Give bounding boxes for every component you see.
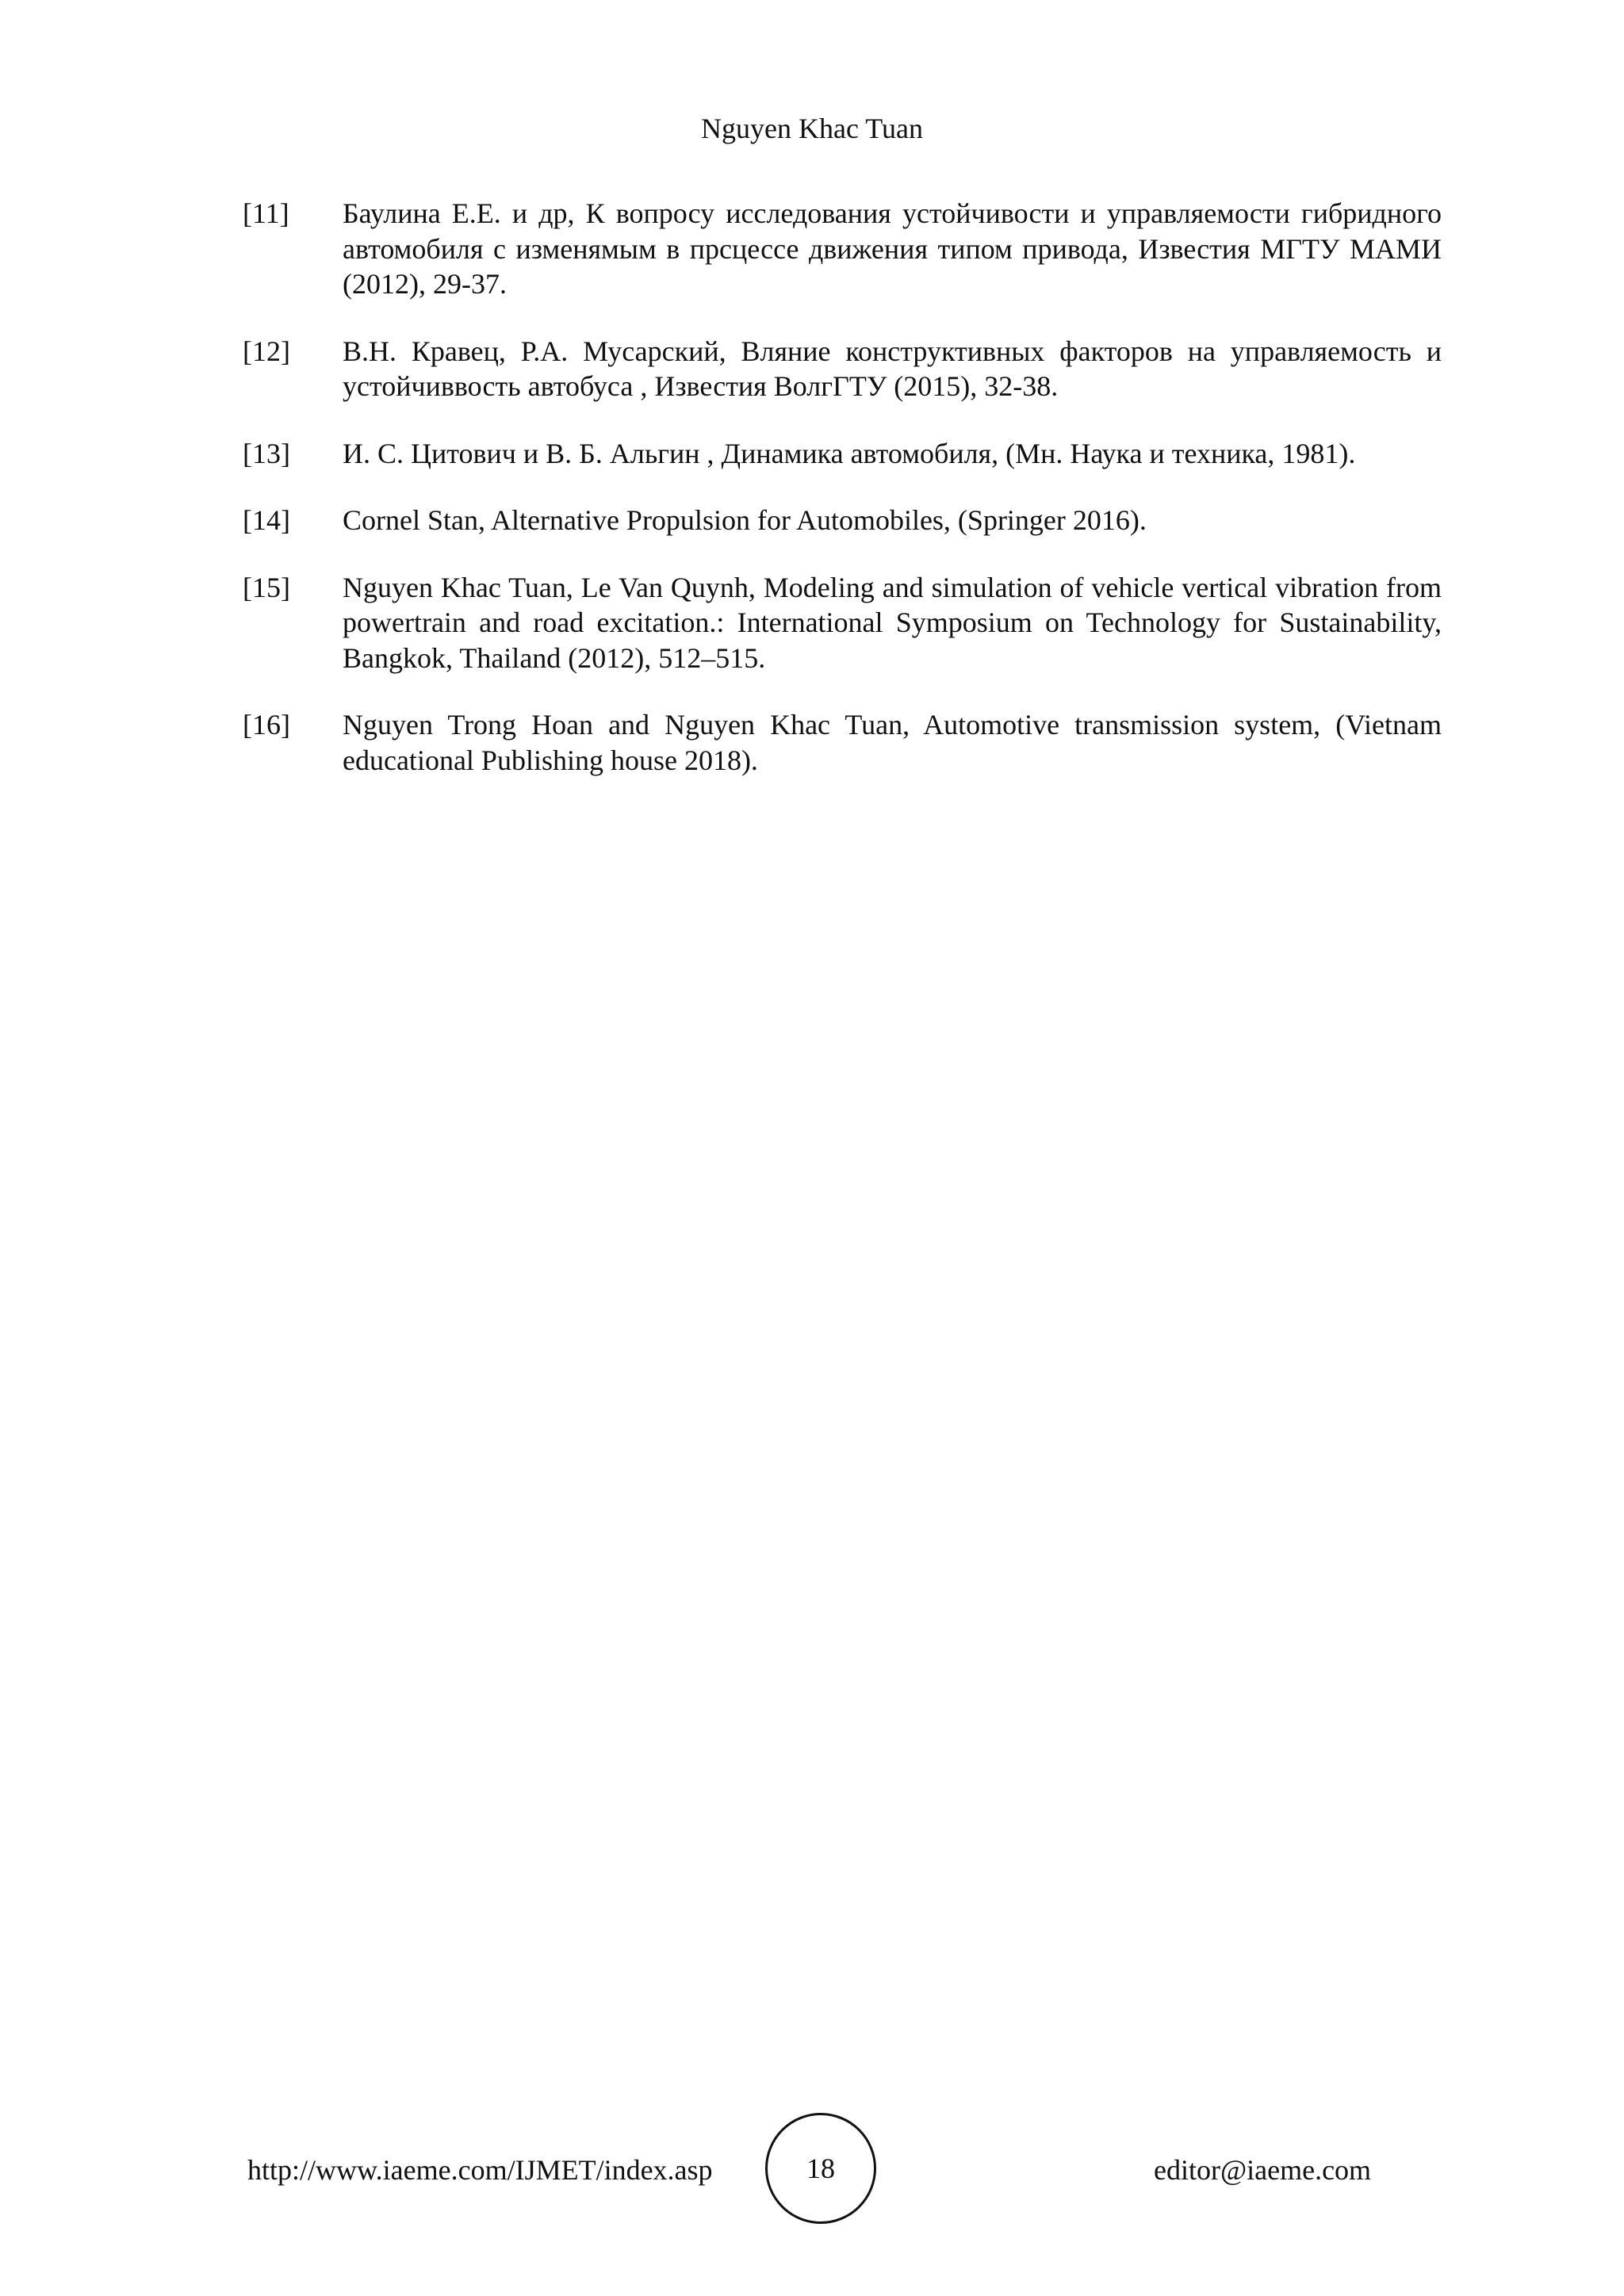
reference-number: [14] [243, 504, 290, 536]
page-footer [0, 2113, 1624, 2224]
journal-url-link[interactable]: http://www.iaeme.com/IJMET/index.asp [247, 2154, 713, 2186]
reference-item [243, 334, 1442, 404]
page-number-circle [765, 2113, 876, 2224]
reference-number: [15] [243, 571, 290, 603]
reference-number: [12] [243, 335, 290, 367]
reference-item [243, 436, 1442, 472]
editor-email-link[interactable]: editor@iaeme.com [1154, 2154, 1372, 2186]
page-number: 18 [806, 2152, 835, 2184]
reference-text: Nguyen Trong Hoan and Nguyen Khac Tuan, Automotive transmission system, (Vietnam educational Publishing house 2018). [343, 709, 1442, 776]
reference-item [243, 503, 1442, 538]
reference-text: Nguyen Khac Tuan, Le Van Quynh, Modeling and simulation of vehicle vertical vibration from powertrain and road excitation.: International Symposium on Technology for Sustainability, Bangkok, Thailand (2012), 512–515. [343, 571, 1442, 674]
reference-text: И. С. Цитович и В. Б. Альгин , Динамика автомобиля, (Мн. Наука и техника, 1981). [343, 437, 1356, 469]
reference-text: В.Н. Кравец, Р.А. Мусарский, Вляние конструктивных факторов на управляемость и устойчиввость автобуса , Известия ВолгГТУ (2015), 32-38. [343, 335, 1442, 402]
reference-text: Баулина Е.Е. и др, К вопросу исследования устойчивости и управляемости гибридного автомобиля с изменямым в прсцессе движения типом привода, Известия МГТУ МАМИ (2012), 29-37. [343, 197, 1442, 300]
reference-number: [16] [243, 709, 290, 740]
running-header: Nguyen Khac Tuan [701, 113, 923, 144]
reference-item [243, 196, 1442, 302]
reference-number: [11] [243, 197, 289, 229]
reference-list [243, 196, 1442, 809]
reference-number: [13] [243, 437, 290, 469]
reference-text: Cornel Stan, Alternative Propulsion for Automobiles, (Springer 2016). [343, 504, 1147, 536]
reference-item [243, 570, 1442, 676]
reference-item [243, 707, 1442, 778]
